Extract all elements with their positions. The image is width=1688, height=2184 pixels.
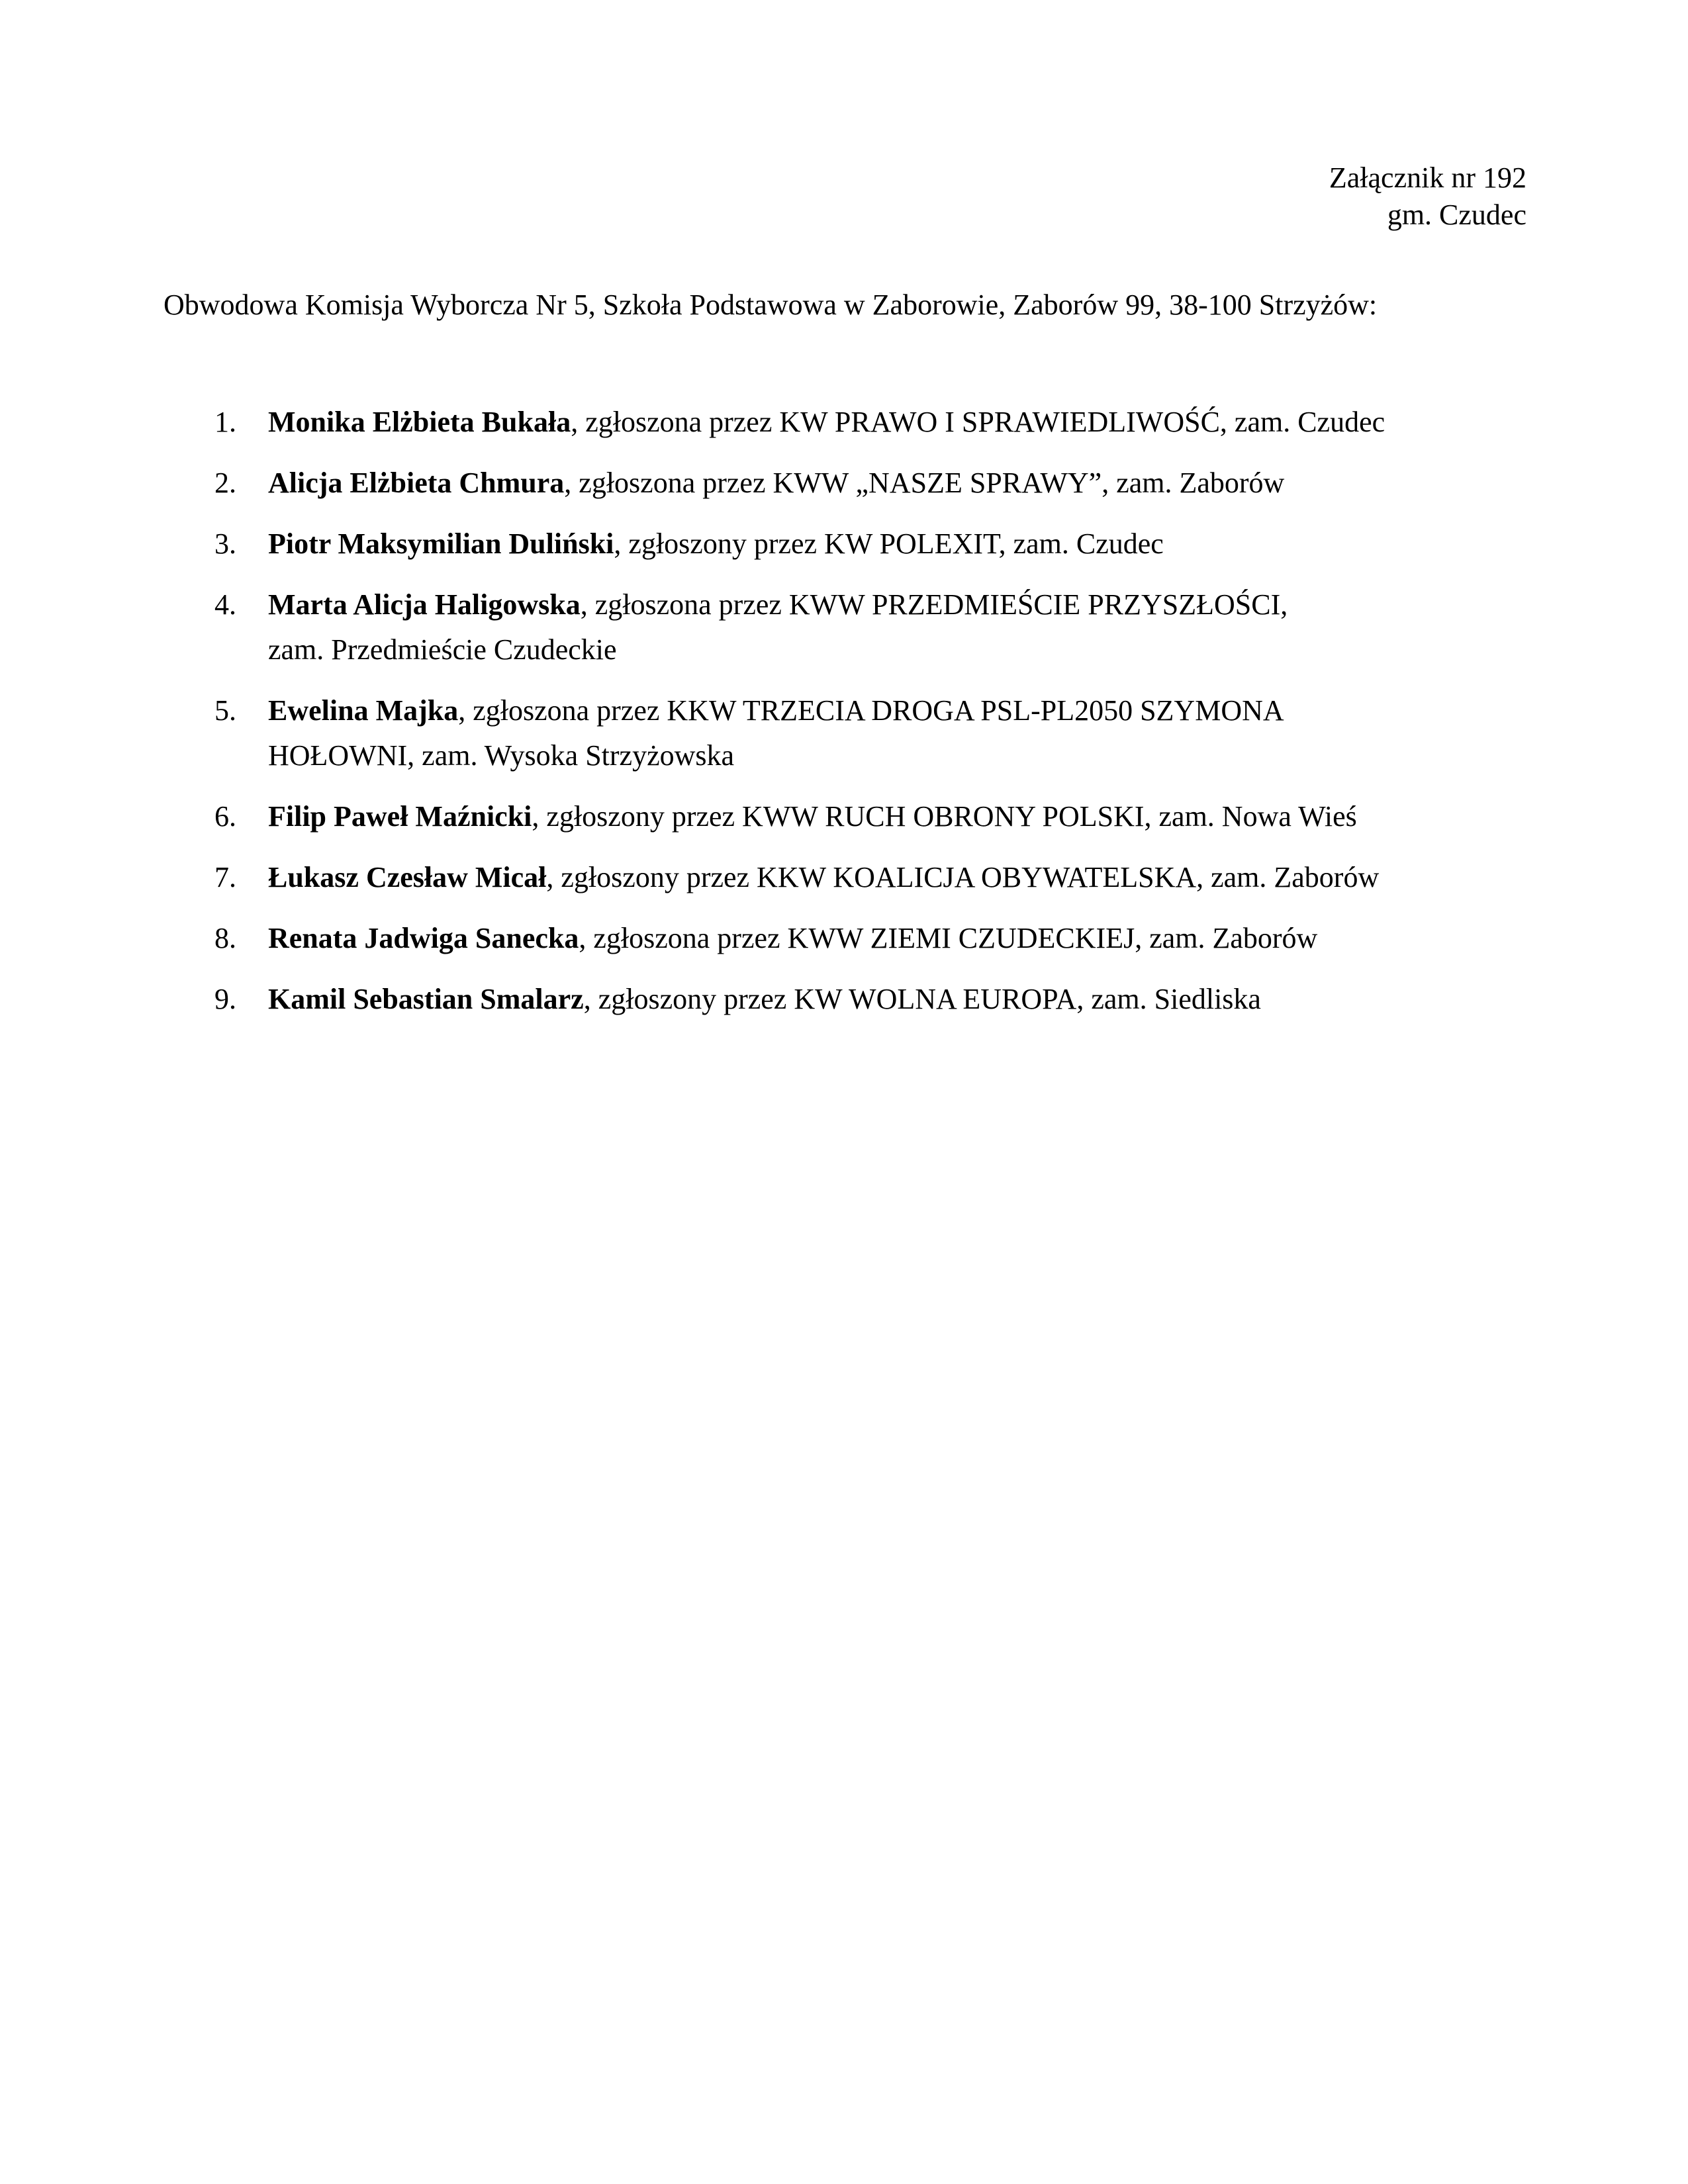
list-item	[0, 916, 1688, 961]
list-item-text	[268, 582, 1473, 672]
list-item	[0, 522, 1688, 567]
list-item-line	[268, 582, 1473, 627]
member-name: Monika Elżbieta Bukała	[268, 406, 571, 438]
municipality-label: gm. Czudec	[1387, 199, 1526, 231]
list-item	[0, 977, 1688, 1022]
list-item-line	[268, 916, 1473, 961]
member-name: Piotr Maksymilian Duliński	[268, 527, 614, 560]
list-item-number: 8.	[214, 922, 236, 954]
member-name: Łukasz Czesław Micał	[268, 861, 547, 893]
list-item-number: 2.	[214, 467, 236, 499]
member-details-continued: HOŁOWNI, zam. Wysoka Strzyżowska	[268, 739, 735, 772]
member-name: Kamil Sebastian Smalarz	[268, 983, 584, 1015]
list-item	[0, 400, 1688, 445]
list-item-number: 9.	[214, 983, 236, 1015]
list-item-text	[268, 977, 1473, 1022]
list-item-text	[268, 916, 1473, 961]
list-item-line	[268, 522, 1473, 567]
list-item-line	[268, 794, 1473, 839]
list-item-line	[268, 977, 1473, 1022]
list-item-text	[268, 688, 1473, 778]
member-details: , zgłoszony przez KW WOLNA EUROPA, zam. Siedliska	[583, 983, 1261, 1015]
list-item-number: 3.	[214, 527, 236, 560]
list-item-line	[268, 461, 1473, 506]
member-name: Renata Jadwiga Sanecka	[268, 922, 579, 954]
member-details: , zgłoszony przez KW POLEXIT, zam. Czudec	[614, 527, 1164, 560]
member-details: , zgłoszona przez KKW TRZECIA DROGA PSL-PL2050 SZYMONA	[458, 694, 1284, 727]
member-details: , zgłoszona przez KWW ZIEMI CZUDECKIEJ, zam. Zaborów	[579, 922, 1318, 954]
list-item-text	[268, 794, 1473, 839]
commission-title: Obwodowa Komisja Wyborcza Nr 5, Szkoła Podstawowa w Zaborowie, Zaborów 99, 38-100 Strzyżów:	[164, 289, 1378, 321]
list-item-number: 1.	[214, 406, 236, 438]
list-item-number: 4.	[214, 588, 236, 621]
list-item-text	[268, 522, 1473, 567]
list-item	[0, 855, 1688, 900]
member-name: Ewelina Majka	[268, 694, 459, 727]
list-item-number: 6.	[214, 800, 236, 833]
member-details: , zgłoszona przez KW PRAWO I SPRAWIEDLIWOŚĆ, zam. Czudec	[571, 406, 1385, 438]
list-item-line	[268, 688, 1473, 733]
member-details: , zgłoszona przez KWW „NASZE SPRAWY”, zam. Zaborów	[564, 467, 1285, 499]
attachment-number: Załącznik nr 192	[1329, 161, 1526, 194]
member-name: Marta Alicja Haligowska	[268, 588, 581, 621]
list-item-text	[268, 461, 1473, 506]
member-name: Alicja Elżbieta Chmura	[268, 467, 565, 499]
member-details: , zgłoszona przez KWW PRZEDMIEŚCIE PRZYSZŁOŚCI,	[580, 588, 1288, 621]
member-details: , zgłoszony przez KWW RUCH OBRONY POLSKI, zam. Nowa Wieś	[532, 800, 1357, 833]
list-item-line	[268, 400, 1473, 445]
member-list	[0, 400, 1688, 1038]
list-item	[0, 461, 1688, 506]
list-item-text	[268, 400, 1473, 445]
list-item	[0, 794, 1688, 839]
member-details: , zgłoszony przez KKW KOALICJA OBYWATELSKA, zam. Zaborów	[546, 861, 1380, 893]
member-name: Filip Paweł Maźnicki	[268, 800, 532, 833]
attachment-header	[1329, 159, 1526, 234]
list-item	[0, 582, 1688, 672]
member-details-continued: zam. Przedmieście Czudeckie	[268, 633, 617, 666]
list-item-line	[268, 855, 1473, 900]
list-item-number: 7.	[214, 861, 236, 893]
list-item-number: 5.	[214, 694, 236, 727]
list-item-text	[268, 855, 1473, 900]
list-item	[0, 688, 1688, 778]
